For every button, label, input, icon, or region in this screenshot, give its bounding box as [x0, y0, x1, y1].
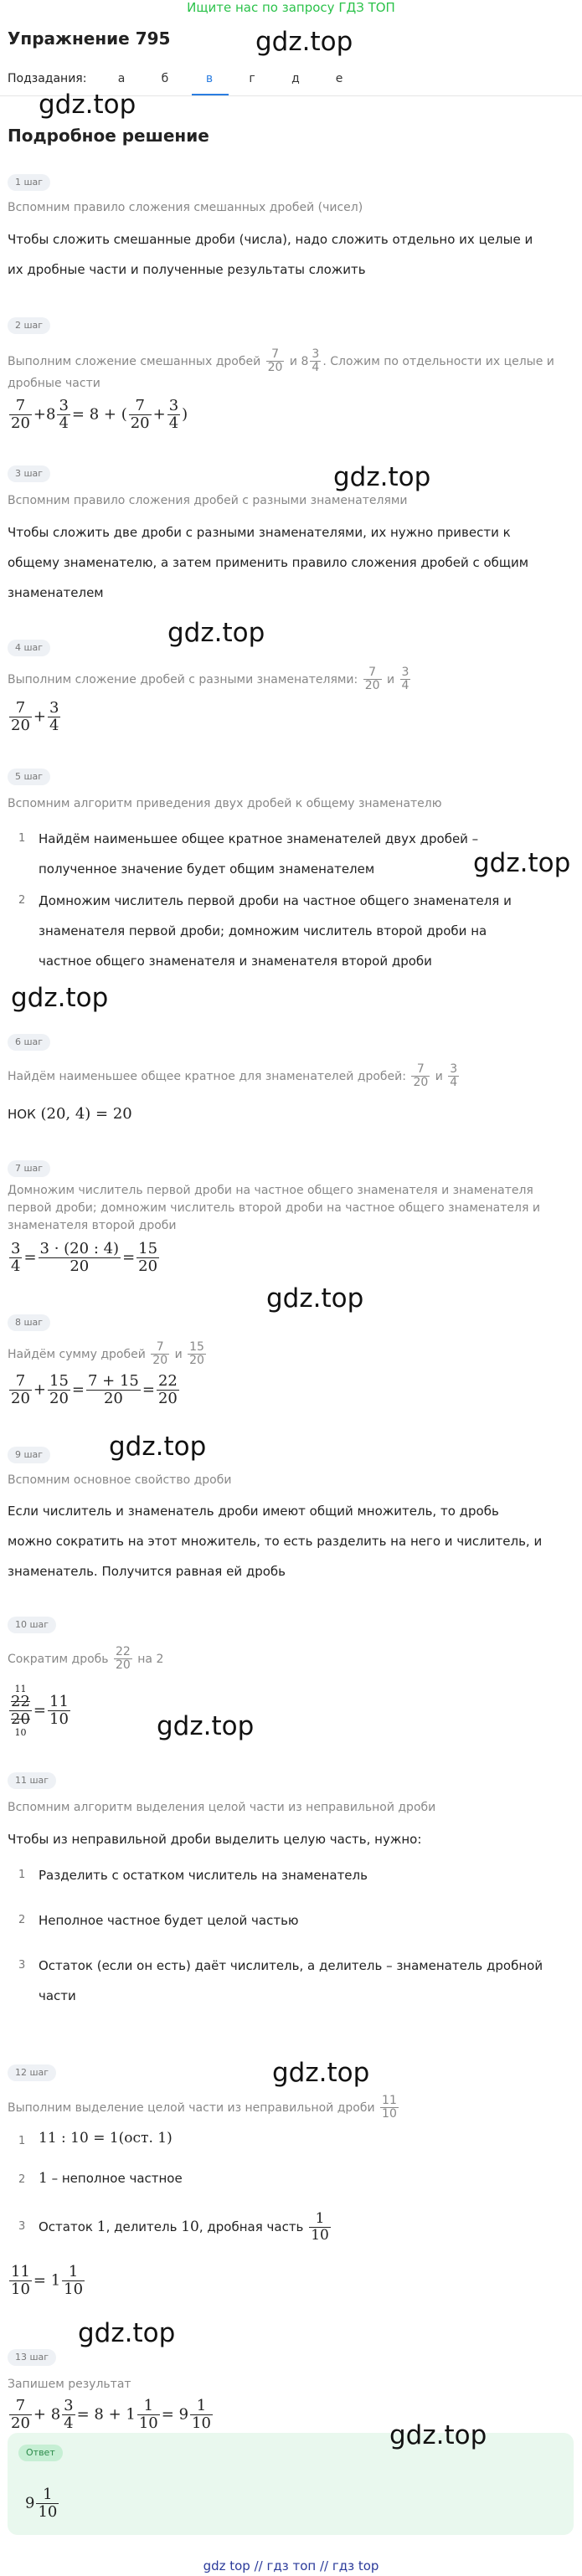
- step-note: Вспомним правило сложения дробей с разными знаменателями: [8, 494, 408, 507]
- list-item: полученное значение будет общим знаменателем: [39, 861, 375, 877]
- step-note: Вспомним основное свойство дроби: [8, 1473, 232, 1487]
- list-number: 1: [18, 2135, 26, 2147]
- formula: НОК (20, 4) = 20: [8, 1105, 132, 1123]
- watermark: gdz.top: [11, 983, 109, 1013]
- tab-e[interactable]: е: [335, 72, 343, 85]
- tab-v[interactable]: в: [205, 72, 214, 85]
- formula: $\frac{7}{20}$ + 8 $\frac{3}{4}$ = 8 + 1 $\frac{1}{10}$ = 9 $\frac{1}{10}$: [11, 2397, 211, 2432]
- list-number: 2: [18, 1914, 26, 1926]
- list-number: 2: [18, 2173, 26, 2186]
- watermark: gdz.top: [333, 462, 431, 492]
- step-note: дробные части: [8, 377, 100, 390]
- step-note: Вспомним алгоритм приведения двух дробей к общему знаменателю: [8, 797, 442, 810]
- step-badge: 3 шаг: [8, 465, 50, 482]
- formula: $\frac{7}{20}$ +8 $\frac{3}{4}$ = 8 + ( $\frac{7}{20}$ + $\frac{3}{4}$ ): [11, 397, 188, 432]
- watermark: gdz.top: [272, 2058, 370, 2088]
- step-badge: 7 шаг: [8, 1160, 50, 1177]
- list-item: Остаток (если он есть) даёт числитель, а делитель – знаменатель дробной: [39, 1958, 543, 1973]
- step-note: Найдём наименьшее общее кратное для знаменателей дробей: $\frac{7}{20}$ и $\frac{3}{4}$: [8, 1062, 458, 1090]
- rule-text: знаменатель. Получится равная ей дробь: [8, 1564, 286, 1579]
- rule-text: Если числитель и знаменатель дроби имеют общий множитель, то дробь: [8, 1504, 499, 1519]
- tab-d[interactable]: д: [291, 72, 300, 85]
- watermark: gdz.top: [389, 2420, 487, 2450]
- rule-text: знаменателем: [8, 585, 104, 600]
- step-note: Выполним выделение целой части из неправильной дроби $\frac{11}{10}$: [8, 2094, 397, 2121]
- step-note: знаменателя второй дроби: [8, 1219, 177, 1232]
- list-item: части: [39, 1988, 76, 2003]
- rule-text: можно сократить на этот множитель, то есть разделить на него и числитель, и: [8, 1534, 543, 1549]
- step-badge: 13 шаг: [8, 2349, 56, 2366]
- step-note: Выполним сложение смешанных дробей $\frac{7}{20}$ и 8 $\frac{3}{4}$ . Сложим по отдельности их целые и: [8, 347, 554, 375]
- step-badge: 8 шаг: [8, 1314, 50, 1331]
- watermark: gdz.top: [78, 2318, 176, 2348]
- list-number: 3: [18, 2220, 26, 2233]
- watermark: gdz.top: [473, 848, 571, 878]
- tab-b[interactable]: б: [161, 72, 169, 85]
- step-badge: 6 шаг: [8, 1034, 50, 1051]
- step-badge: 1 шаг: [8, 174, 50, 191]
- formula: $\frac{7}{20}$ + $\frac{15}{20}$ = $\frac{7 + 15}{20}$ = $\frac{22}{20}$: [11, 1372, 178, 1407]
- step-badge: 11 шаг: [8, 1772, 56, 1789]
- step-badge: 2 шаг: [8, 317, 50, 334]
- step-note: Домножим числитель первой дроби на частное общего знаменателя и знаменателя: [8, 1184, 533, 1197]
- watermark: gdz.top: [39, 90, 136, 120]
- answer-badge: Ответ: [18, 2445, 63, 2461]
- step-badge: 12 шаг: [8, 2064, 56, 2081]
- tab-g[interactable]: г: [249, 72, 255, 85]
- step-note: Вспомним алгоритм выделения целой части из неправильной дроби: [8, 1801, 436, 1814]
- formula: 11 : 10 = 1(ост. 1): [39, 2130, 173, 2147]
- watermark: gdz.top: [109, 1432, 207, 1462]
- rule-text: Чтобы из неправильной дроби выделить целую часть, нужно:: [8, 1832, 422, 1847]
- formula: $\frac{11}{10}$ = 1 $\frac{1}{10}$: [11, 2263, 84, 2298]
- step-badge: 4 шаг: [8, 640, 50, 656]
- step-badge: 10 шаг: [8, 1617, 56, 1633]
- list-item: 1 – неполное частное: [39, 2170, 183, 2187]
- list-item: Разделить с остатком числитель на знаменатель: [39, 1868, 368, 1883]
- step-badge: 9 шаг: [8, 1447, 50, 1463]
- subtasks-label: Подзадания:: [8, 72, 87, 85]
- step-note: Сократим дробь $\frac{22}{20}$ на 2: [8, 1645, 164, 1673]
- list-item: знаменателя первой дроби; домножим числитель второй дроби на: [39, 923, 487, 938]
- formula: 11 22 20 10 = $\frac{11}{10}$: [11, 1684, 69, 1738]
- step-note: первой дроби; домножим числитель второй дроби на частное общего знаменателя и: [8, 1201, 540, 1215]
- watermark: gdz.top: [266, 1283, 364, 1314]
- watermark: gdz.top: [157, 1711, 255, 1741]
- list-item: Домножим числитель первой дроби на частное общего знаменателя и: [39, 893, 512, 908]
- list-number: 1: [18, 1869, 26, 1881]
- page-title: Упражнение 795: [8, 28, 171, 49]
- step-note: Выполним сложение дробей с разными знаменателями: $\frac{7}{20}$ и $\frac{3}{4}$: [8, 666, 409, 693]
- list-item: частное общего знаменателя и знаменателя второй дроби: [39, 954, 432, 969]
- list-number: 2: [18, 894, 26, 907]
- list-number: 3: [18, 1959, 26, 1972]
- rule-text: их дробные части и полученные результаты сложить: [8, 262, 366, 277]
- formula: $\frac{7}{20}$ + $\frac{3}{4}$: [11, 699, 59, 734]
- watermark: gdz.top: [167, 618, 265, 648]
- list-number: 1: [18, 832, 26, 845]
- tab-a[interactable]: а: [117, 72, 126, 85]
- list-item: Остаток 1, делитель 10, дробная часть $\frac{1}{10}$: [39, 2210, 329, 2244]
- footer-links[interactable]: gdz top // гдз топ // гдз top: [203, 2558, 379, 2573]
- rule-text: Чтобы сложить смешанные дроби (числа), надо сложить отдельно их целые и: [8, 232, 533, 247]
- step-note: Вспомним правило сложения смешанных дробей (чисел): [8, 201, 363, 214]
- formula: $\frac{3}{4}$ = $\frac{3 \cdot (20 : 4)}{20}$ = $\frac{15}{20}$: [11, 1240, 158, 1275]
- list-item: Найдём наименьшее общее кратное знаменателей двух дробей –: [39, 831, 479, 846]
- rule-text: Чтобы сложить две дроби с разными знаменателями, их нужно привести к: [8, 525, 511, 540]
- solution-heading: Подробное решение: [8, 126, 209, 146]
- step-note: Запишем результат: [8, 2378, 131, 2391]
- rule-text: общему знаменателю, а затем применить правило сложения дробей с общим: [8, 555, 529, 570]
- top-banner[interactable]: Ищите нас по запросу ГДЗ ТОП: [187, 0, 395, 15]
- watermark: gdz.top: [255, 27, 353, 57]
- answer-box: [8, 2433, 574, 2535]
- step-note: Найдём сумму дробей $\frac{7}{20}$ и $\frac{15}{20}$: [8, 1340, 204, 1368]
- list-item: Неполное частное будет целой частью: [39, 1913, 299, 1928]
- step-badge: 5 шаг: [8, 769, 50, 785]
- answer-value: 9 $\frac{1}{10}$: [25, 2486, 58, 2521]
